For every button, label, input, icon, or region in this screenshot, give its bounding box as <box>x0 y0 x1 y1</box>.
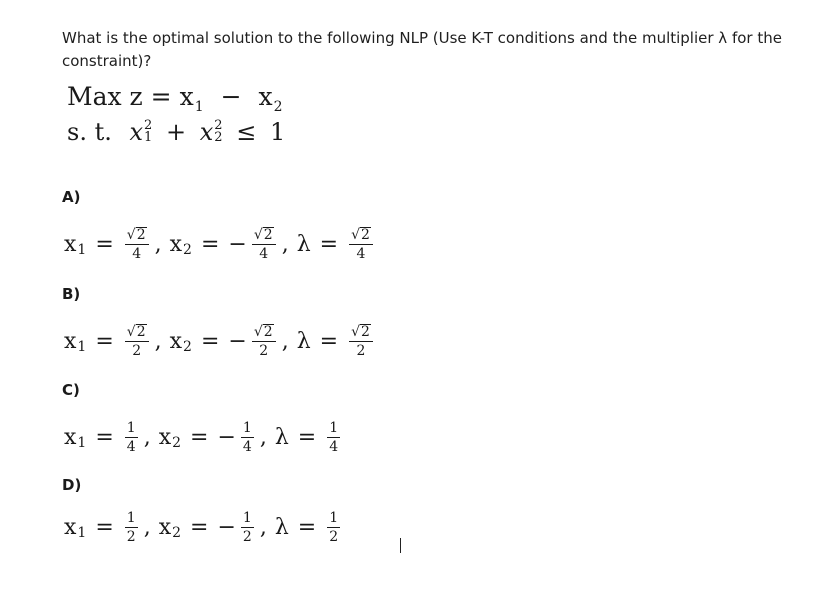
x1-sub: 1 <box>77 525 87 541</box>
x2-var: x <box>169 328 183 354</box>
x2-var: x <box>158 514 172 540</box>
x2-denominator: 2 <box>259 342 269 359</box>
obj-sub1: 1 <box>194 99 204 115</box>
comma: , <box>259 514 267 540</box>
negative-sign: − <box>228 328 247 354</box>
equals: = <box>200 231 220 257</box>
x2-fraction <box>252 324 276 359</box>
sqrt-symbol: √ <box>126 226 136 243</box>
sqrt-symbol: √ <box>351 323 360 340</box>
x1-sub: 1 <box>77 339 87 355</box>
constraint-st: s. t. <box>67 118 112 146</box>
equals: = <box>190 514 209 540</box>
x1-numerator: 2 <box>136 226 146 243</box>
equals: = <box>95 231 114 257</box>
obj-var1: x <box>179 82 194 111</box>
sqrt-symbol: √ <box>351 226 360 243</box>
x2-var: x <box>158 424 172 450</box>
lam-fraction <box>327 420 340 455</box>
con-var2: x <box>199 118 214 146</box>
x1-fraction <box>125 420 138 455</box>
question-text: What is the optimal solution to the following NLP (Use K-T conditions and the multiplier λ for the constraint)? <box>62 29 782 70</box>
objective-function <box>67 82 283 115</box>
obj-sub2: 2 <box>273 99 283 115</box>
lambda-symbol: λ <box>274 424 289 450</box>
text-cursor <box>400 538 401 553</box>
objective-prefix: Max z = <box>67 82 172 111</box>
x1-var: x <box>64 424 77 450</box>
lam-sqrt <box>351 227 371 243</box>
comma: , <box>154 328 162 354</box>
comma: , <box>281 328 289 354</box>
negative-sign: − <box>217 424 236 450</box>
x1-fraction <box>125 510 138 545</box>
equals: = <box>319 231 339 257</box>
x2-denominator: 4 <box>259 245 269 262</box>
lam-numerator: 1 <box>329 509 339 526</box>
option-label: D) <box>62 476 82 494</box>
x1-sqrt <box>127 324 147 340</box>
lam-denominator: 4 <box>329 438 339 455</box>
con-leq: ≤ <box>236 118 257 146</box>
lam-fraction <box>349 227 373 262</box>
lambda-symbol: λ <box>274 514 289 540</box>
con-rhs: 1 <box>269 118 286 146</box>
x1-var: x <box>64 514 77 540</box>
x1-sqrt <box>127 227 147 243</box>
lam-denominator: 2 <box>329 528 339 545</box>
x2-fraction <box>241 510 254 545</box>
x2-numerator: 2 <box>263 323 273 340</box>
lam-sqrt <box>351 324 371 340</box>
lam-denominator: 2 <box>356 342 366 359</box>
option-label: C) <box>62 381 80 399</box>
x1-numerator: 2 <box>136 323 146 340</box>
comma: , <box>154 231 162 257</box>
x2-numerator: 1 <box>242 509 252 526</box>
x1-denominator: 2 <box>132 342 142 359</box>
x1-sub: 1 <box>77 242 87 258</box>
x2-fraction <box>241 420 254 455</box>
comma: , <box>259 424 267 450</box>
lambda-symbol: λ <box>296 231 311 257</box>
con-sub1: 1 <box>144 129 153 145</box>
equals: = <box>95 514 114 540</box>
x1-var: x <box>64 328 77 354</box>
equals: = <box>200 328 220 354</box>
option-expression <box>64 502 342 552</box>
lam-numerator: 2 <box>361 323 370 340</box>
option-expression <box>64 316 375 366</box>
x1-denominator: 4 <box>126 438 136 455</box>
equals: = <box>95 424 114 450</box>
con-exp2: 2 <box>214 117 223 133</box>
x1-numerator: 1 <box>126 509 136 526</box>
constraint <box>67 118 285 146</box>
lam-fraction <box>327 510 340 545</box>
x2-numerator: 2 <box>263 226 273 243</box>
x1-denominator: 2 <box>126 528 136 545</box>
obj-var2: x <box>258 82 273 111</box>
sqrt-symbol: √ <box>126 323 136 340</box>
lam-denominator: 4 <box>356 245 366 262</box>
option-label: A) <box>62 188 81 206</box>
x1-sub: 1 <box>77 435 87 451</box>
x2-denominator: 2 <box>242 528 252 545</box>
negative-sign: − <box>217 514 236 540</box>
x2-sqrt <box>254 227 274 243</box>
x2-numerator: 1 <box>242 419 252 436</box>
lambda-symbol: λ <box>296 328 311 354</box>
x2-sub: 2 <box>172 435 182 451</box>
negative-sign: − <box>228 231 247 257</box>
x2-var: x <box>169 231 183 257</box>
con-plus: + <box>165 118 187 146</box>
x2-denominator: 4 <box>242 438 252 455</box>
x1-numerator: 1 <box>126 419 136 436</box>
con-exp1: 2 <box>144 117 153 133</box>
x2-sub: 2 <box>183 339 192 355</box>
option-label: B) <box>62 285 81 303</box>
x2-sub: 2 <box>172 525 182 541</box>
equals: = <box>190 424 209 450</box>
lam-numerator: 2 <box>361 226 370 243</box>
x2-sub: 2 <box>183 242 192 258</box>
comma: , <box>143 514 151 540</box>
x2-fraction <box>252 227 276 262</box>
equals: = <box>95 328 114 354</box>
comma: , <box>281 231 289 257</box>
option-expression <box>64 219 375 269</box>
obj-minus: − <box>220 82 242 111</box>
sqrt-symbol: √ <box>253 226 263 243</box>
x1-fraction <box>125 324 149 359</box>
x2-sqrt <box>254 324 274 340</box>
x1-var: x <box>64 231 77 257</box>
equals: = <box>319 328 339 354</box>
comma: , <box>143 424 151 450</box>
con-sub2: 2 <box>214 129 223 145</box>
sqrt-symbol: √ <box>253 323 263 340</box>
con-var1: x <box>129 118 144 146</box>
x1-denominator: 4 <box>132 245 142 262</box>
equals: = <box>297 424 317 450</box>
equals: = <box>297 514 317 540</box>
lam-fraction <box>349 324 373 359</box>
x1-fraction <box>125 227 149 262</box>
option-expression <box>64 412 342 462</box>
lam-numerator: 1 <box>329 419 339 436</box>
